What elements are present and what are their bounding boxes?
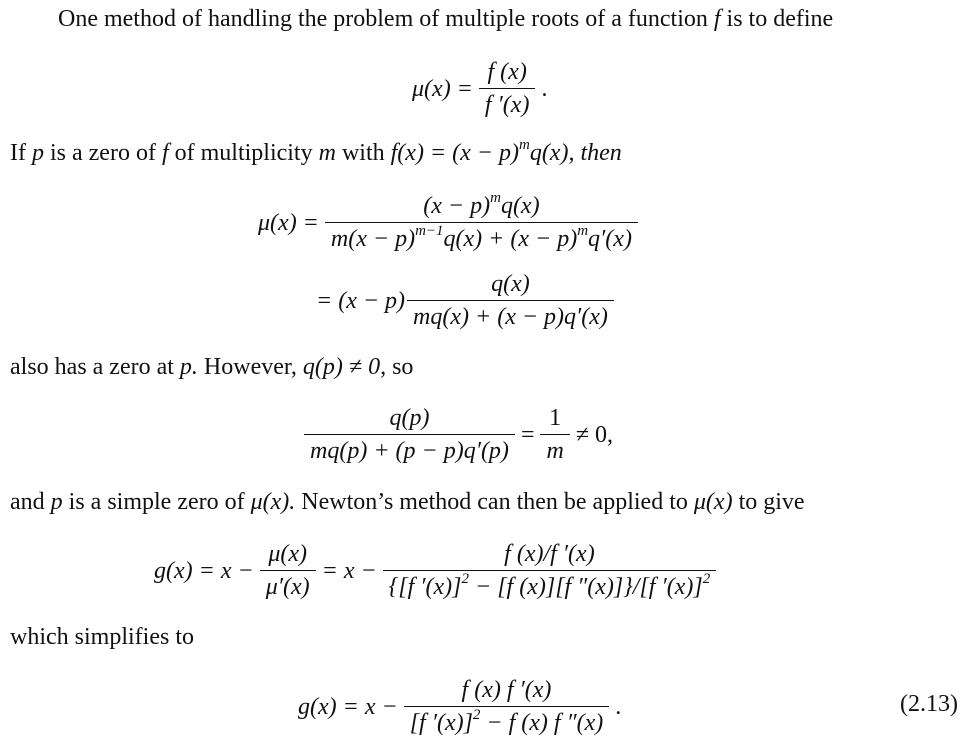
denominator: μ′(x) <box>260 570 316 601</box>
equation-newton-g <box>154 540 722 601</box>
den-part: m(x − p) <box>330 226 416 252</box>
text: Newton’s method can then be applied to <box>301 489 688 515</box>
paragraph-intro <box>58 4 833 34</box>
numerator: f (x) f ′(x) <box>461 677 552 703</box>
eq-lhs: = (x − p) <box>316 287 406 314</box>
math-p: p <box>50 489 63 515</box>
period: . <box>615 693 622 720</box>
superscript: m <box>490 190 501 206</box>
denominator: m <box>540 434 569 465</box>
text: is to define <box>726 6 834 32</box>
superscript: m <box>518 137 530 153</box>
num-part: (x − p) <box>423 193 491 219</box>
math-f: f <box>713 6 721 32</box>
equation-2-13 <box>298 676 621 737</box>
den-part: {[f ′(x)] <box>388 574 462 600</box>
text: is a simple zero of <box>68 489 245 515</box>
fraction <box>479 58 536 119</box>
denominator: mq(x) + (x − p)q′(x) <box>407 300 614 331</box>
numerator: q(p) <box>389 405 430 431</box>
expr: f(x) = (x − p) <box>390 140 519 166</box>
math-p: p. <box>179 354 198 380</box>
num-part: q(x) <box>500 193 540 219</box>
equals: = <box>520 421 535 448</box>
math-factorization <box>390 137 622 166</box>
numerator: f (x) <box>487 59 527 85</box>
fraction <box>383 540 717 601</box>
eq-lhs: g(x) = x − <box>154 557 254 584</box>
text: with <box>341 140 385 166</box>
den-part: q′(x) <box>588 226 632 252</box>
den-part: − f (x) f ″(x) <box>480 710 604 736</box>
eq-lhs: μ(x) = <box>412 75 473 102</box>
fraction <box>540 404 569 465</box>
fraction <box>325 192 638 253</box>
superscript: m <box>577 223 589 239</box>
paragraph-simplifies <box>10 622 194 652</box>
denominator <box>325 222 638 253</box>
text: However, <box>203 354 297 380</box>
equation-mu-expanded <box>258 192 644 253</box>
superscript: 2 <box>472 707 481 723</box>
math-p: p <box>31 140 44 166</box>
text: to give <box>738 489 805 515</box>
eq-lhs: g(x) = x − <box>298 693 398 720</box>
math-mu: μ(x) <box>693 489 733 515</box>
numerator <box>417 192 545 222</box>
denominator <box>383 570 717 601</box>
denominator: f ′(x) <box>479 88 536 119</box>
superscript: m−1 <box>415 223 444 239</box>
equation-mu-definition <box>412 58 547 119</box>
paragraph-multiplicity <box>10 138 622 168</box>
equation-simple-zero <box>298 404 613 465</box>
text: of multiplicity <box>174 140 313 166</box>
math-m: m <box>318 140 336 166</box>
paragraph-newton <box>10 487 805 517</box>
eq-lhs: μ(x) = <box>258 209 319 236</box>
den-part: − [f (x)][f ″(x)]}/[f ′(x)] <box>469 574 703 600</box>
expr: q(x), then <box>529 140 622 166</box>
paragraph-zero-at-p <box>10 352 413 382</box>
numerator: μ(x) <box>268 541 307 567</box>
equation-mu-simplified <box>316 270 620 331</box>
fraction <box>407 270 614 331</box>
numerator: q(x) <box>491 271 530 297</box>
text: also has a zero at <box>10 354 174 380</box>
text: and <box>10 489 45 515</box>
text: which simplifies to <box>10 624 194 650</box>
denominator: mq(p) + (p − p)q′(p) <box>304 434 515 465</box>
numerator: f (x)/f ′(x) <box>504 541 595 567</box>
text: One method of handling the problem of multiple roots of a function <box>58 6 708 32</box>
period: . <box>541 75 548 102</box>
superscript: 2 <box>461 571 470 587</box>
denominator <box>404 706 610 737</box>
math-mu: μ(x). <box>250 489 296 515</box>
fraction <box>260 540 316 601</box>
text: so <box>392 354 414 380</box>
superscript: 2 <box>702 571 711 587</box>
math-qp: q(p) ≠ 0, <box>302 354 387 380</box>
text: is a zero of <box>49 140 156 166</box>
eq-mid: = x − <box>321 557 377 584</box>
not-equal-zero: ≠ 0, <box>575 421 613 448</box>
equation-number: (2.13) <box>900 691 958 717</box>
fraction <box>304 404 515 465</box>
fraction <box>404 676 610 737</box>
numerator: 1 <box>549 405 562 431</box>
den-part: [f ′(x)] <box>409 710 473 736</box>
math-f: f <box>161 140 169 166</box>
text: If <box>10 140 26 166</box>
den-part: q(x) + (x − p) <box>443 226 578 252</box>
